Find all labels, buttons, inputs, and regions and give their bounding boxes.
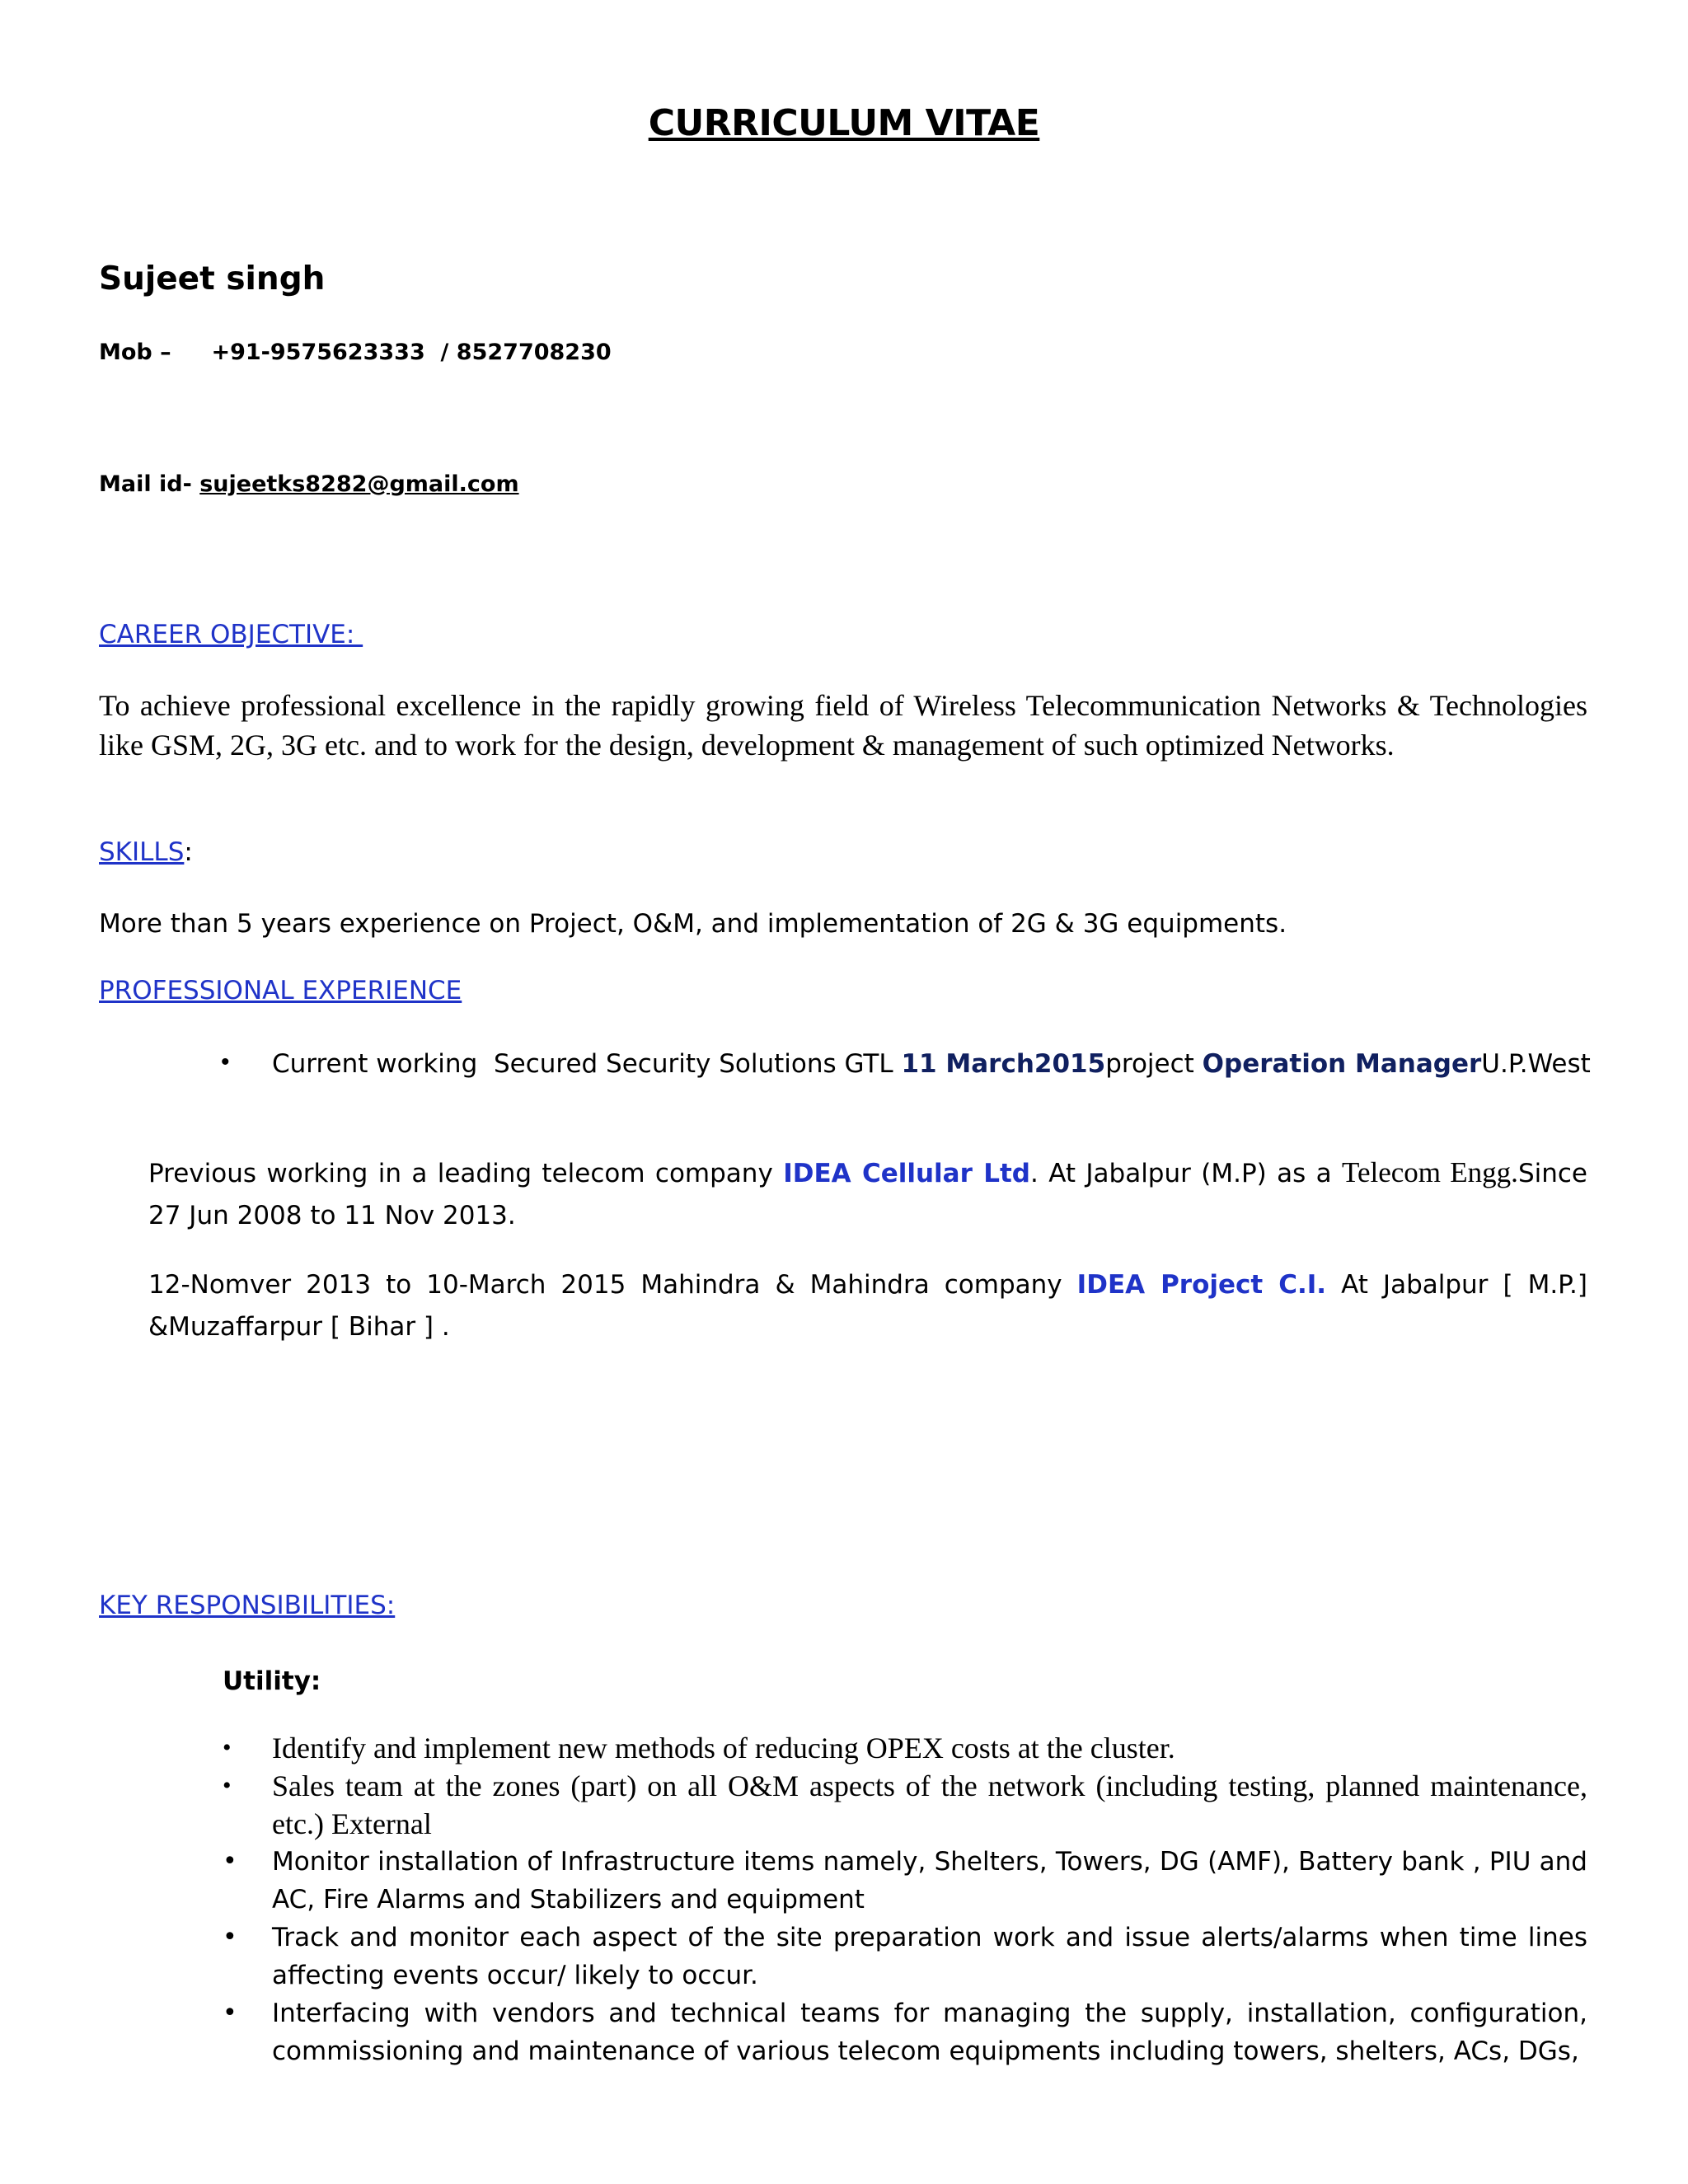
mobile-label: Mob – xyxy=(99,340,171,365)
utility-subheading: Utility: xyxy=(223,1666,321,1696)
skills-text: More than 5 years experience on Project, O&M, and implementation of 2G & 3G equipments. xyxy=(99,909,1287,939)
responsibilities-list xyxy=(223,1729,1587,2070)
bullet-dot: • xyxy=(223,1847,237,1876)
mobile-value: +91-9575623333 / 8527708230 xyxy=(211,340,612,365)
mail-line xyxy=(99,471,519,497)
mail-link[interactable]: sujeetks8282@gmail.com xyxy=(199,471,519,497)
list-item: • Sales team at the zones (part) on all O&M aspects of the network (including testing, planned maintenance, etc.) External xyxy=(272,1767,1587,1843)
previous-job-dates: Since 27 Jun 2008 to 11 Nov 2013. xyxy=(148,1159,1587,1230)
current-job-mid: project xyxy=(1105,1049,1203,1079)
previous-job-title: Telecom Engg. xyxy=(1342,1156,1518,1188)
current-job-location: U.P.West xyxy=(1481,1049,1591,1079)
previous-job-company: IDEA Cellular Ltd xyxy=(783,1159,1030,1188)
bullet-dot: • xyxy=(223,1772,232,1799)
career-objective-heading: CAREER OBJECTIVE: xyxy=(99,620,363,649)
skills-heading: SKILLS xyxy=(99,837,185,867)
list-item: • Monitor installation of Infrastructure items namely, Shelters, Towers, DG (AMF), Battery bank , PIU and AC, Fire Alarms and Stabilizers and equipment xyxy=(272,1843,1587,1919)
page-title: CURRICULUM VITAE xyxy=(648,102,1040,144)
previous-job xyxy=(148,1151,1587,1237)
candidate-name: Sujeet singh xyxy=(99,260,326,298)
list-item: • Identify and implement new methods of reducing OPEX costs at the cluster. xyxy=(272,1729,1587,1767)
experience-heading: PROFESSIONAL EXPERIENCE xyxy=(99,976,462,1005)
current-job-role: Operation Manager xyxy=(1202,1049,1482,1079)
list-item: • Interfacing with vendors and technical teams for managing the supply, installation, configuration, commissioning and maintenance of various telecom equipments including towers, shelters, ACs, DGs, xyxy=(272,1994,1587,2070)
mail-label: Mail id- xyxy=(99,471,192,497)
mahindra-job-project: IDEA Project C.I. xyxy=(1076,1270,1327,1300)
previous-job-mid: . At Jabalpur (M.P) as a xyxy=(1029,1159,1343,1188)
mahindra-job-location: At Jabalpur [ M.P.] &Muzaffarpur [ Bihar ] . xyxy=(148,1270,1587,1342)
responsibilities-heading: KEY RESPONSIBILITIES: xyxy=(99,1591,396,1620)
skills-colon: : xyxy=(184,837,193,867)
current-job-date: 11 March2015 xyxy=(901,1049,1106,1079)
bullet-dot: • xyxy=(223,1999,237,2027)
mobile-line xyxy=(99,340,612,365)
list-item: • Track and monitor each aspect of the site preparation work and issue alerts/alarms when time lines affecting events occur/ likely to occur. xyxy=(272,1919,1587,1994)
current-job xyxy=(272,1043,1591,1085)
experience-bullet: • xyxy=(221,1048,230,1076)
career-objective-text: To achieve professional excellence in the rapidly growing field of Wireless Telecommunication Networks & Technologies like GSM, 2G, 3G etc. and to work for the design, development & management of such optimized Networks. xyxy=(99,689,1587,762)
skills-heading-line xyxy=(99,837,193,867)
bullet-dot: • xyxy=(223,1734,232,1761)
bullet-dot: • xyxy=(223,1923,237,1952)
previous-job-prefix: Previous working in a leading telecom company xyxy=(148,1159,784,1188)
mahindra-job xyxy=(148,1264,1587,1348)
mahindra-job-prefix: 12-Nomver 2013 to 10-March 2015 Mahindra & Mahindra company xyxy=(148,1270,1077,1300)
current-job-prefix: Current working Secured Security Solutions GTL xyxy=(272,1049,902,1079)
